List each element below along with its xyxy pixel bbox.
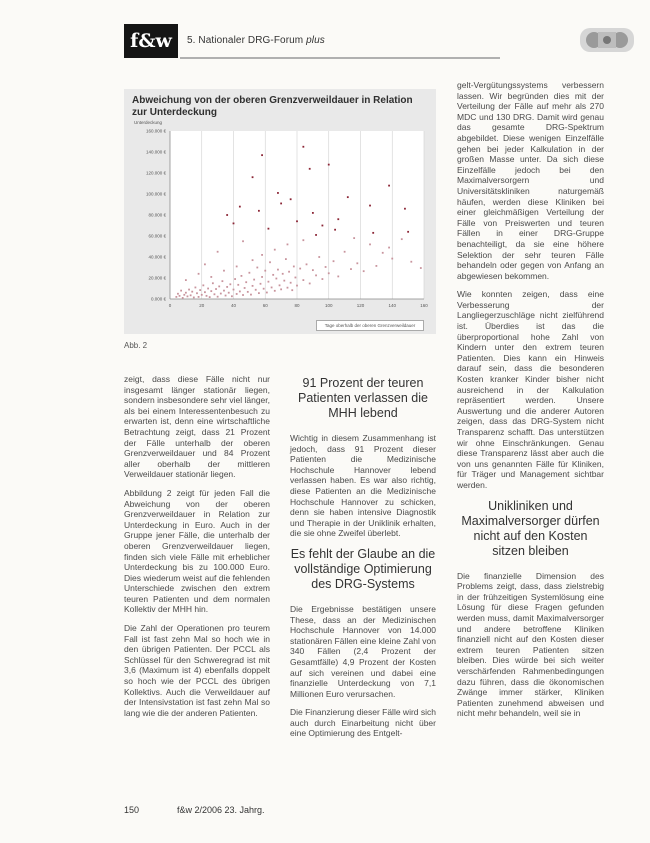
data-point [187,295,189,297]
data-point [207,288,209,290]
y-tick-label: 80.000 € [148,212,166,218]
data-point [283,280,285,282]
data-point [410,261,412,263]
data-point [260,283,262,285]
data-point [363,270,365,272]
data-point [388,185,390,187]
text-column-1 [124,374,270,726]
data-point [347,196,349,198]
data-point [177,293,179,295]
data-point [247,291,249,293]
data-point [199,289,201,291]
data-point [239,206,241,208]
column2-paragraph: Die Ergebnisse bestätigen unsere These, dass an der Medizinischen Hochschule Hannover von 14.000 stationären Fällen eine kleine Zahl von 340 Fällen (2,4 Prozent der Gesamtfälle) 4,9 Prozent der Kosten auf sich vereinen und dabei eine finanzielle Unterdeckung von 7,1 Millionen Euro verursachen. [290,603,436,699]
y-tick-label: 120.000 € [145,170,166,176]
data-point [195,287,197,289]
data-point [253,279,255,281]
data-point [309,283,311,285]
column2-paragraph: Die Finanzierung dieser Fälle wird sich auch durch Einarbeitung nicht über eine Optimierung des Entgelt- [290,707,436,739]
chart-legend: Tage oberhalb der oberen Grenzverweildauer [316,320,424,331]
x-tick-label: 100 [324,303,333,308]
x-tick-label: 0 [168,303,172,308]
data-point [225,295,227,297]
data-point [226,286,228,288]
scatter-plot [124,89,436,334]
data-point [322,225,324,227]
data-point [388,247,390,249]
data-point [252,259,254,261]
data-point [217,296,219,298]
data-point [271,287,273,289]
data-point [229,283,231,285]
data-point [258,292,260,294]
data-point [407,231,409,233]
data-point [302,239,304,241]
y-tick-label: 100.000 € [145,191,166,197]
x-tick-label: 20 [199,303,205,308]
header-title [187,35,325,46]
data-point [295,277,297,279]
column1-paragraph: zeigt, dass diese Fälle nicht nur insgesamt länger stationär liegen, sondern insbesondere sehr viel länger, als bei einem Interessentenbesuch zu erwarten ist, denn eine wirtschaftliche Betrachtung zeigt, dass 21 Prozent der Fälle unterhalb der oberen Grenzverweildauer und 84 Prozent aller oberhalb der mittleren Verweildauer stationär liegen. [124,374,271,480]
data-point [268,228,270,230]
x-tick-label: 140 [388,303,397,308]
header-title-text: 5. Nationaler DRG-Forum [187,35,304,46]
data-point [315,234,317,236]
x-tick-label: 80 [294,303,300,308]
data-point [198,273,200,275]
data-point [315,274,317,276]
data-point [296,220,298,222]
data-point [296,285,298,287]
data-point [369,244,371,246]
data-point [258,210,260,212]
chart-y-axis-label: Unterdeckung [134,120,163,125]
data-point [290,198,292,200]
data-point [344,251,346,253]
data-point [350,268,352,270]
y-tick-label: 60.000 € [148,233,166,239]
x-tick-label: 120 [356,303,365,308]
data-point [328,272,330,274]
data-point [404,208,406,210]
column1-paragraph: Die Zahl der Operationen pro teurem Fall ist fast zehn Mal so hoch wie in den übrigen Patienten. Der PCCL als Schlüssel für den Schweregrad ist mit 3,6 (Maximum ist 4) ebenfalls doppelt so hoch wie der PCCL des übrigen Kollektivs. Auch die Verweildauer auf der Intensivstation ist fast zehn Mal so lang wie die der anderen Patienten. [124,623,270,718]
column3-paragraph: Die finanzielle Dimension des Problems zeigt, dass, dass zielstrebig in der frühzeitigen Systemlösung eine Lösung für diese Fragen gefunden werden muss, damit Maximalversorger und andere betroffene Kliniken finanziell nicht auf den Kosten dieser extrem teuren Patienten sitzen bleiben. Dies würde bei sich weiter verschärfenden Rahmenbedingungen dazu führen, dass die ökonomischen Zwänge immer stärker, Kliniken Patienten zunehmend abweisen und nicht mehr behandeln, weil sie in [457,570,604,719]
data-point [322,278,324,280]
section-heading-1: 91 Prozent der teuren Patienten verlassen die MHH lebend [298,376,428,420]
data-point [196,292,198,294]
data-point [244,287,246,289]
data-point [290,282,292,284]
data-point [236,293,238,295]
data-point [182,297,184,299]
data-point [401,238,403,240]
page-number: 150 [124,805,140,815]
data-point [291,289,293,291]
y-tick-label: 20.000 € [148,275,166,281]
data-point [282,273,284,275]
column3-paragraph: Wie konnten zeigen, dass eine Verbesserung der Langliegerzuschläge nicht zielführend ist. Überdies ist das die überproportional hohe Zahl von Kindern unter den extrem teuren Patienten. Dies kann ein Hinweis darauf sein, dass die besonderen Kosten kranker Kinder bisher nicht ausreichend in der Kalkulation repräsentiert werden. Unsere Auswertung und die anderer Autoren zeigen, dass das DRG-System nicht Transparenz schafft. Das unterstützen wir ohne Einschränkungen. Genau diese Transparenz lässt aber auch die von uns genannten Fälle für Kliniken, für Träger und Management sichtbar werden. [457,289,604,490]
data-point [372,232,374,234]
data-point [223,290,225,292]
data-point [261,276,263,278]
data-point [214,293,216,295]
data-point [242,240,244,242]
x-tick-label: 160 [420,303,428,308]
header-title-suffix: plus [306,35,325,46]
data-point [306,263,308,265]
y-tick-label: 40.000 € [148,254,166,260]
data-point [185,292,187,294]
data-point [245,281,247,283]
journal-logo: f&w [124,24,178,58]
data-point [255,289,257,291]
data-point [337,276,339,278]
data-point [239,291,241,293]
data-point [237,284,239,286]
data-point [193,297,195,299]
data-point [179,295,181,297]
data-point [242,294,244,296]
data-point [191,291,193,293]
data-point [264,270,266,272]
data-point [261,254,263,256]
data-point [302,279,304,281]
data-point [333,260,335,262]
data-point [274,290,276,292]
data-point [204,291,206,293]
data-point [285,258,287,260]
emblem-icon [574,22,640,58]
text-column-2 [290,374,436,747]
data-point [206,295,208,297]
journal-citation: f&w 2/2006 23. Jahrg. [177,805,265,815]
data-point [233,223,235,225]
header-rule [180,57,500,59]
data-point [293,266,295,268]
x-tick-label: 40 [230,303,237,308]
data-point [312,269,314,271]
data-point [233,289,235,291]
data-point [269,261,271,263]
data-point [353,237,355,239]
page-footer [124,805,265,815]
data-point [280,288,282,290]
data-point [234,278,236,280]
data-point [209,296,211,298]
x-tick-label: 60 [262,303,268,308]
data-point [302,146,304,148]
section-heading-2: Es fehlt der Glaube an die vollständige Optimierung des DRG-Systems [290,546,436,591]
column3-paragraph: gelt-Vergütungssystems verbessern lassen. Wir begründen dies mit der Verteilung der Fälle auf mehr als 270 MDC und 130 DRG. Damit wird genau das gesamte DRG-Spektrum abgebildet. Diese wenigen Einzelfälle gehen bei jeder Kalkulation in der großen Masse unter. Da sich diese Einzelfälle jedoch bei den Maximalversorgern und Universitätskliniken naturgemäß häufen, werden diese Kliniken bei einer gleichmäßigen Verteilung der Fälle von Preiswerten und teuren Fällen in einer DRG-Gruppe benachteiligt, da sie eine höhere Selektion der sehr teuren Fälle behandeln oder gegen von Anfang an abgewiesen bekommen. [457,80,604,281]
chart-title: Abweichung von der oberen Grenzverweildauer in Relation zur Unterdeckung [132,95,413,118]
data-point [252,176,254,178]
data-point [356,262,358,264]
data-point [375,265,377,267]
data-point [248,272,250,274]
data-point [231,295,233,297]
data-point [277,269,279,271]
data-point [223,270,225,272]
data-point [212,282,214,284]
data-point [201,294,203,296]
column1-paragraph: Abbildung 2 zeigt für jeden Fall die Abweichung von der oberen Grenzverweildauer in Relation zur Unterdeckung in Euro. Auch in der Gruppe jener Fälle, die unterhalb der oberen Grenzverweildauer liegen, finden sich viele Fälle mit erheblicher Unterdeckung bis zu 100.000 Euro. Dies wiederum weist auf die fehlenden Unterschiede zwischen den extrem teuren Patienten und dem normalen Kollektiv der MHH hin. [124,487,270,615]
data-point [210,290,212,292]
data-point [185,279,187,281]
column2-paragraph: Wichtig in diesem Zusammenhang ist jedoch, dass 91 Prozent dieser Patienten die Medizinische Hochschule Hannover lebend verlassen haben. Es war also richtig, diese Patienten an die Medizinische Hochschule Hannover zu schicken, denn sie haben intensive Diagnostik und Therapie in der Uniklinik erhalten, die sie ohne Zweifel überlebt. [290,433,436,539]
scatter-figure [124,89,436,334]
data-point [268,281,270,283]
figure-caption: Abb. 2 [124,341,148,350]
data-point [334,229,336,231]
data-point [228,292,230,294]
data-point [312,212,314,214]
data-point [266,292,268,294]
data-point [263,288,265,290]
data-point [299,268,301,270]
y-tick-label: 0.000 € [150,296,166,302]
data-point [274,249,276,251]
data-point [226,214,228,216]
data-point [190,294,192,296]
data-point [275,278,277,280]
data-point [328,164,330,166]
data-point [220,293,222,295]
data-point [279,284,281,286]
data-point [236,266,238,268]
data-point [188,289,190,291]
data-point [250,294,252,296]
data-point [337,218,339,220]
data-point [261,154,263,156]
data-point [309,168,311,170]
data-point [256,267,258,269]
data-point [221,280,223,282]
data-point [325,266,327,268]
data-point [217,251,219,253]
data-point [210,276,212,278]
data-point [280,203,282,205]
data-point [288,271,290,273]
data-point [287,287,289,289]
section-heading-3: Unikliniken und Maximalversorger dürfen nicht auf den Kosten sitzen bleiben [461,498,600,558]
data-point [218,286,220,288]
data-point [204,263,206,265]
data-point [277,192,279,194]
data-point [272,274,274,276]
data-point [382,252,384,254]
data-point [369,205,371,207]
text-column-3 [457,80,604,727]
data-point [241,275,243,277]
y-tick-label: 160.000 € [145,128,166,134]
data-point [198,296,200,298]
data-point [180,290,182,292]
data-point [318,256,320,258]
data-point [175,296,177,298]
data-point [183,294,185,296]
data-point [215,288,217,290]
data-point [202,284,204,286]
y-tick-label: 140.000 € [145,149,166,155]
data-point [287,244,289,246]
data-point [420,267,422,269]
data-point [391,258,393,260]
data-point [252,285,254,287]
